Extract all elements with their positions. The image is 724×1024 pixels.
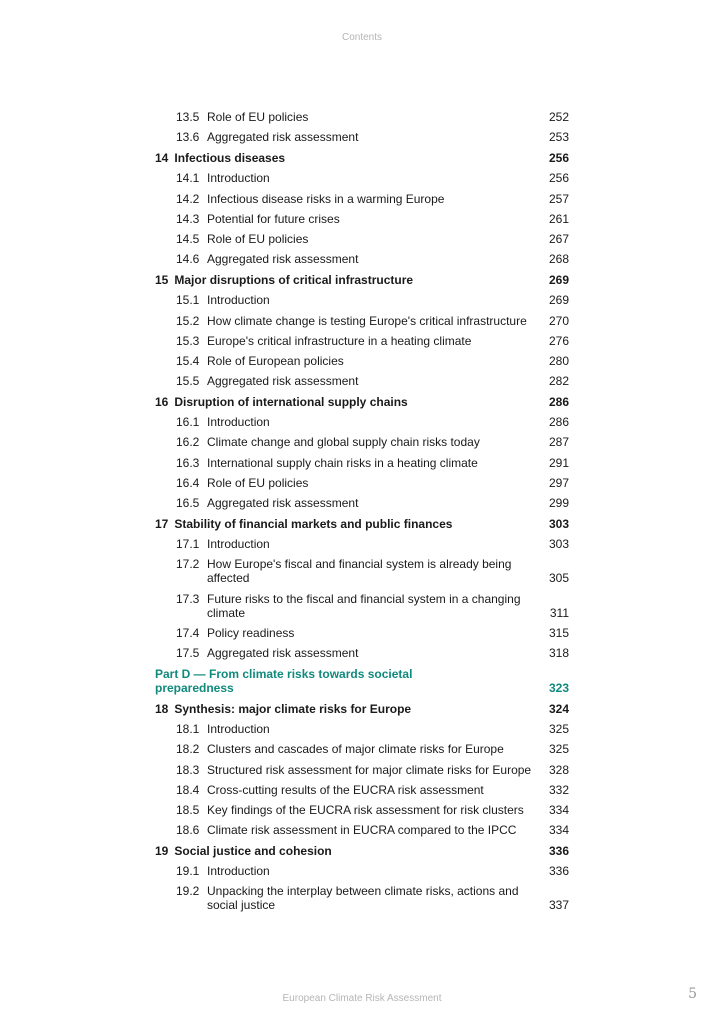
toc-entry-title: Role of European policies <box>207 353 344 368</box>
toc-entry-page: 269 <box>548 273 569 288</box>
toc-entry-label <box>155 667 485 695</box>
toc-chapter-row[interactable] <box>155 395 569 409</box>
running-head: Contents <box>341 32 383 43</box>
toc-section-row[interactable] <box>155 557 569 585</box>
toc-entry-label <box>176 783 484 797</box>
toc-entry-title: Introduction <box>207 171 270 186</box>
toc-section-row[interactable] <box>155 212 569 226</box>
toc-entry-number: 19.2 <box>176 884 200 899</box>
toc-entry-number: 17.1 <box>176 537 200 552</box>
toc-entry-page: 287 <box>548 435 569 450</box>
toc-entry-label <box>176 435 480 449</box>
toc-entry-title: Introduction <box>207 722 270 737</box>
toc-section-row[interactable] <box>155 884 569 912</box>
toc-entry-page: 252 <box>548 110 569 124</box>
toc-section-row[interactable] <box>155 626 569 640</box>
toc-section-row[interactable] <box>155 415 569 429</box>
toc-entry-page: 269 <box>548 293 569 308</box>
toc-entry-title: Infectious diseases <box>174 151 286 166</box>
toc-section-row[interactable] <box>155 252 569 266</box>
toc-chapter-row[interactable] <box>155 702 569 716</box>
toc-entry-page: 325 <box>548 742 569 757</box>
toc-section-row[interactable] <box>155 171 569 185</box>
toc-entry-title: Aggregated risk assessment <box>207 374 359 389</box>
toc-section-row[interactable] <box>155 130 569 144</box>
toc-entry-number: 15 <box>155 273 169 288</box>
toc-section-row[interactable] <box>155 742 569 756</box>
toc-entry-label <box>176 314 527 328</box>
toc-entry-number: 14.5 <box>176 231 200 246</box>
toc-chapter-row[interactable] <box>155 844 569 858</box>
toc-section-row[interactable] <box>155 646 569 660</box>
toc-entry-label <box>176 646 358 660</box>
toc-chapter-row[interactable] <box>155 151 569 165</box>
toc-entry-label <box>176 557 537 585</box>
toc-entry-title: How Europe's fiscal and financial system is already being affected <box>207 557 512 586</box>
toc-entry-page: 276 <box>548 333 569 348</box>
toc-entry-title: Key findings of the EUCRA risk assessment for risk clusters <box>207 802 524 817</box>
toc-entry-page: 280 <box>548 353 569 368</box>
toc-entry-title: Policy readiness <box>207 625 295 640</box>
toc-entry-number: 14 <box>155 151 169 166</box>
toc-entry-title: Disruption of international supply chains <box>174 395 408 410</box>
toc-entry-label <box>176 374 358 388</box>
toc-entry-page: 336 <box>548 864 569 879</box>
toc-entry-number: 17.4 <box>176 625 200 640</box>
toc-section-row[interactable] <box>155 783 569 797</box>
toc-entry-page: 256 <box>548 151 569 166</box>
toc-entry-title: Part D — From climate risks towards societal preparedness <box>155 666 413 695</box>
toc-entry-page: 332 <box>548 782 569 797</box>
toc-entry-number: 16.5 <box>176 496 200 510</box>
toc-section-row[interactable] <box>155 592 569 620</box>
toc-entry-title: Introduction <box>207 415 270 430</box>
toc-entry-title: Role of EU policies <box>207 475 309 490</box>
toc-entry-label <box>155 273 413 287</box>
toc-section-row[interactable] <box>155 722 569 736</box>
toc-entry-title: Potential for future crises <box>207 211 340 226</box>
toc-entry-title: Aggregated risk assessment <box>207 645 359 660</box>
toc-entry-number: 16.1 <box>176 415 200 430</box>
toc-entry-page: 267 <box>548 231 569 246</box>
toc-entry-title: Clusters and cascades of major climate risks for Europe <box>207 742 504 757</box>
toc-entry-title: Aggregated risk assessment <box>207 130 359 145</box>
toc-entry-page: 268 <box>548 252 569 267</box>
toc-entry-page: 257 <box>548 191 569 206</box>
toc-entry-page: 303 <box>548 537 569 552</box>
toc-entry-title: Role of EU policies <box>207 231 309 246</box>
toc-entry-title: Europe's critical infrastructure in a heating climate <box>207 333 472 348</box>
toc-entry-number: 19 <box>155 844 169 859</box>
toc-entry-title: Synthesis: major climate risks for Europe <box>174 701 412 716</box>
toc-entry-label <box>176 252 358 266</box>
toc-entry-label <box>176 823 516 837</box>
toc-entry-label <box>155 151 285 165</box>
toc-entry-label <box>176 742 504 756</box>
toc-entry-number: 15.3 <box>176 333 200 348</box>
toc-part-row[interactable] <box>155 667 569 695</box>
toc-entry-title: Major disruptions of critical infrastructure <box>174 273 414 288</box>
toc-chapter-row[interactable] <box>155 273 569 287</box>
toc-entry-page: 323 <box>548 680 569 695</box>
toc-entry-title: Climate risk assessment in EUCRA compared to the IPCC <box>207 823 517 838</box>
toc-entry-label <box>176 110 308 124</box>
toc-entry-title: Infectious disease risks in a warming Europe <box>207 191 445 206</box>
toc-entry-number: 18 <box>155 701 169 716</box>
toc-entry-number: 13.6 <box>176 130 200 145</box>
toc-entry-page: 270 <box>548 313 569 328</box>
toc-entry-label <box>176 192 444 206</box>
toc-section-row[interactable] <box>155 110 569 124</box>
toc-entry-page: 303 <box>548 517 569 531</box>
toc-entry-number: 14.1 <box>176 171 200 186</box>
toc-entry-page: 305 <box>548 571 569 586</box>
toc-section-row[interactable] <box>155 232 569 246</box>
toc-entry-label <box>155 844 332 858</box>
toc-entry-page: 334 <box>548 802 569 817</box>
toc-entry-page: 336 <box>548 844 569 859</box>
toc-entry-label <box>176 476 308 490</box>
toc-entry-number: 18.1 <box>176 722 200 737</box>
toc-entry-number: 15.4 <box>176 353 200 368</box>
toc-entry-page: 337 <box>548 898 569 913</box>
toc-section-row[interactable] <box>155 823 569 837</box>
toc-entry-title: Role of EU policies <box>207 110 309 124</box>
toc-section-row[interactable] <box>155 293 569 307</box>
toc-entry-label <box>176 884 537 912</box>
toc-entry-number: 13.5 <box>176 110 200 124</box>
toc-entry-page: 282 <box>548 374 569 389</box>
toc-entry-number: 17.3 <box>176 591 200 606</box>
toc-entry-number: 14.3 <box>176 211 200 226</box>
toc-section-row[interactable] <box>155 803 569 817</box>
toc-entry-label <box>176 626 294 640</box>
toc-section-row[interactable] <box>155 334 569 348</box>
toc-entry-title: Cross-cutting results of the EUCRA risk assessment <box>207 782 484 797</box>
page-number: 5 <box>688 986 697 1002</box>
toc-section-row[interactable] <box>155 496 569 510</box>
footer-publication-title: European Climate Risk Assessment <box>282 993 442 1004</box>
toc-entry-number: 18.3 <box>176 762 200 777</box>
toc-entry-number: 16 <box>155 395 169 410</box>
toc-entry-label <box>176 171 270 185</box>
toc-entry-label <box>176 763 531 777</box>
toc-entry-number: 16.3 <box>176 455 200 470</box>
toc-section-row[interactable] <box>155 476 569 490</box>
toc-entry-label <box>176 537 270 551</box>
toc-entry-title: Introduction <box>207 293 270 308</box>
toc-entry-title: Aggregated risk assessment <box>207 496 359 510</box>
toc-entry-page: 286 <box>548 395 569 410</box>
toc-section-row[interactable] <box>155 354 569 368</box>
toc-entry-page: 325 <box>548 722 569 737</box>
toc-section-row[interactable] <box>155 435 569 449</box>
toc-entry-label <box>176 415 270 429</box>
toc-entry-page: 324 <box>548 701 569 716</box>
toc-entry-title: Unpacking the interplay between climate risks, actions and social justice <box>207 884 519 913</box>
toc-entry-number: 17.5 <box>176 645 200 660</box>
toc-entry-number: 16.4 <box>176 475 200 490</box>
toc-entry-number: 15.5 <box>176 374 200 389</box>
toc-entry-number: 19.1 <box>176 864 200 879</box>
toc-entry-label <box>176 354 344 368</box>
toc-entry-page: 291 <box>548 455 569 470</box>
toc-entry-page: 334 <box>548 823 569 838</box>
toc-section-row[interactable] <box>155 763 569 777</box>
toc-section-row[interactable] <box>155 192 569 206</box>
toc-chapter-row[interactable] <box>155 517 569 531</box>
toc-section-row[interactable] <box>155 537 569 551</box>
toc-entry-label <box>176 803 524 817</box>
toc-entry-label <box>155 395 408 409</box>
toc-entry-number: 16.2 <box>176 435 200 450</box>
toc-entry-label <box>176 592 537 620</box>
toc-entry-label <box>155 517 452 531</box>
table-of-contents <box>155 110 569 919</box>
toc-entry-title: Aggregated risk assessment <box>207 252 359 267</box>
toc-entry-number: 18.6 <box>176 823 200 838</box>
toc-section-row[interactable] <box>155 864 569 878</box>
toc-entry-title: Introduction <box>207 864 270 879</box>
toc-entry-title: Structured risk assessment for major climate risks for Europe <box>207 762 532 777</box>
toc-entry-page: 297 <box>548 475 569 490</box>
toc-entry-number: 15.1 <box>176 293 200 308</box>
toc-entry-label <box>176 722 270 736</box>
toc-entry-page: 256 <box>548 171 569 186</box>
toc-entry-page: 286 <box>548 415 569 430</box>
toc-entry-label <box>176 334 471 348</box>
toc-entry-number: 18.4 <box>176 782 200 797</box>
toc-entry-number: 18.5 <box>176 802 200 817</box>
toc-entry-page: 261 <box>548 211 569 226</box>
toc-entry-title: Introduction <box>207 537 270 552</box>
toc-entry-number: 14.6 <box>176 252 200 267</box>
toc-section-row[interactable] <box>155 456 569 470</box>
toc-entry-page: 318 <box>548 645 569 660</box>
toc-entry-title: Future risks to the fiscal and financial system in a changing climate <box>207 591 521 620</box>
toc-entry-number: 15.2 <box>176 313 200 328</box>
toc-entry-page: 299 <box>548 496 569 510</box>
toc-entry-page: 315 <box>548 625 569 640</box>
toc-entry-label <box>176 232 308 246</box>
toc-entry-number: 14.2 <box>176 191 200 206</box>
toc-section-row[interactable] <box>155 374 569 388</box>
toc-entry-label <box>176 864 270 878</box>
toc-entry-label <box>155 702 411 716</box>
toc-entry-title: Stability of financial markets and public finances <box>174 517 453 531</box>
toc-entry-label <box>176 496 358 510</box>
toc-entry-number: 17.2 <box>176 557 200 572</box>
toc-entry-label <box>176 456 478 470</box>
toc-entry-title: Social justice and cohesion <box>174 844 332 859</box>
toc-entry-number: 18.2 <box>176 742 200 757</box>
toc-entry-title: Climate change and global supply chain risks today <box>207 435 480 450</box>
toc-entry-page: 328 <box>548 762 569 777</box>
toc-entry-title: International supply chain risks in a heating climate <box>207 455 478 470</box>
toc-section-row[interactable] <box>155 314 569 328</box>
toc-entry-page: 311 <box>549 605 569 620</box>
toc-entry-label <box>176 293 270 307</box>
toc-entry-title: How climate change is testing Europe's critical infrastructure <box>207 313 527 328</box>
toc-entry-page: 253 <box>548 130 569 145</box>
toc-entry-number: 17 <box>155 517 169 531</box>
toc-entry-label <box>176 212 340 226</box>
toc-entry-label <box>176 130 358 144</box>
